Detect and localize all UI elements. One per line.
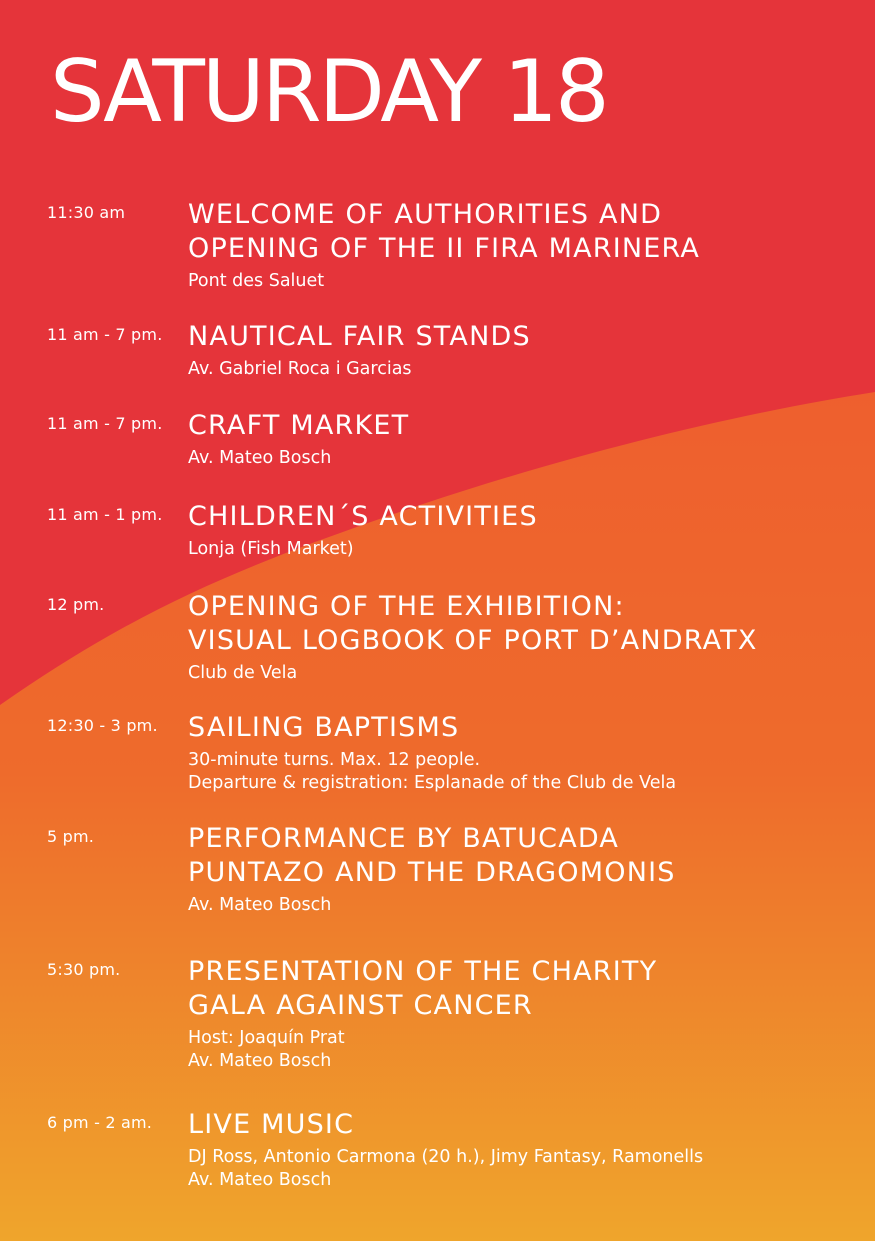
event-detail-line: Club de Vela — [188, 663, 298, 683]
event-title-line: CRAFT MARKET — [188, 410, 410, 441]
event-body — [188, 1108, 858, 1192]
event-body — [188, 409, 858, 470]
event-body — [188, 320, 858, 381]
event-title — [188, 409, 858, 443]
event-title-line: SAILING BAPTISMS — [188, 712, 460, 743]
event-time: 11 am - 7 pm. — [47, 414, 163, 433]
event-title-line: NAUTICAL FAIR STANDS — [188, 321, 531, 352]
event-body — [188, 955, 858, 1073]
event-detail-line: Av. Mateo Bosch — [188, 1170, 332, 1190]
event-title — [188, 500, 858, 534]
event-details — [188, 358, 858, 381]
event-detail-line: DJ Ross, Antonio Carmona (20 h.), Jimy Fantasy, Ramonells — [188, 1147, 704, 1167]
event-details — [188, 1146, 858, 1192]
event-title — [188, 955, 858, 1023]
event-title-line: OPENING OF THE EXHIBITION: — [188, 591, 625, 622]
event-title-line: PERFORMANCE BY BATUCADA — [188, 823, 620, 854]
event-detail-line: 30-minute turns. Max. 12 people. — [188, 750, 481, 770]
event-detail-line: Pont des Saluet — [188, 271, 325, 291]
event-title — [188, 590, 858, 658]
event-title-line: WELCOME OF AUTHORITIES AND — [188, 199, 663, 230]
event-time: 5 pm. — [47, 827, 95, 846]
event-details — [188, 538, 858, 561]
event-details — [188, 894, 858, 917]
event-title-line: LIVE MUSIC — [188, 1109, 355, 1140]
event-detail-line: Lonja (Fish Market) — [188, 539, 354, 559]
event-detail-line: Departure & registration: Esplanade of the Club de Vela — [188, 773, 677, 793]
event-details — [188, 1027, 858, 1073]
event-body — [188, 198, 858, 293]
event-title-line: CHILDREN´S ACTIVITIES — [188, 501, 538, 532]
event-title — [188, 822, 858, 890]
event-body — [188, 822, 858, 917]
event-details — [188, 749, 858, 795]
event-detail-line: Host: Joaquín Prat — [188, 1028, 345, 1048]
event-body — [188, 500, 858, 561]
event-time: 11 am - 7 pm. — [47, 325, 163, 344]
event-title — [188, 320, 858, 354]
event-details — [188, 662, 858, 685]
event-title-line: VISUAL LOGBOOK OF PORT D’ANDRATX — [188, 625, 758, 656]
page-title: SATURDAY 18 — [50, 42, 607, 142]
event-detail-line: Av. Gabriel Roca i Garcias — [188, 359, 412, 379]
event-title — [188, 711, 858, 745]
event-detail-line: Av. Mateo Bosch — [188, 448, 332, 468]
event-title-line: GALA AGAINST CANCER — [188, 990, 533, 1021]
event-title-line: PUNTAZO AND THE DRAGOMONIS — [188, 857, 676, 888]
event-body — [188, 711, 858, 795]
event-title-line: PRESENTATION OF THE CHARITY — [188, 956, 658, 987]
event-detail-line: Av. Mateo Bosch — [188, 895, 332, 915]
event-detail-line: Av. Mateo Bosch — [188, 1051, 332, 1071]
event-body — [188, 590, 858, 685]
event-title — [188, 1108, 858, 1142]
event-time: 11 am - 1 pm. — [47, 505, 163, 524]
event-time: 11:30 am — [47, 203, 126, 222]
event-title — [188, 198, 858, 266]
event-time: 6 pm - 2 am. — [47, 1113, 153, 1132]
event-time: 12:30 - 3 pm. — [47, 716, 158, 735]
event-title-line: OPENING OF THE II FIRA MARINERA — [188, 233, 701, 264]
event-time: 5:30 pm. — [47, 960, 121, 979]
event-details — [188, 270, 858, 293]
event-time: 12 pm. — [47, 595, 105, 614]
event-details — [188, 447, 858, 470]
